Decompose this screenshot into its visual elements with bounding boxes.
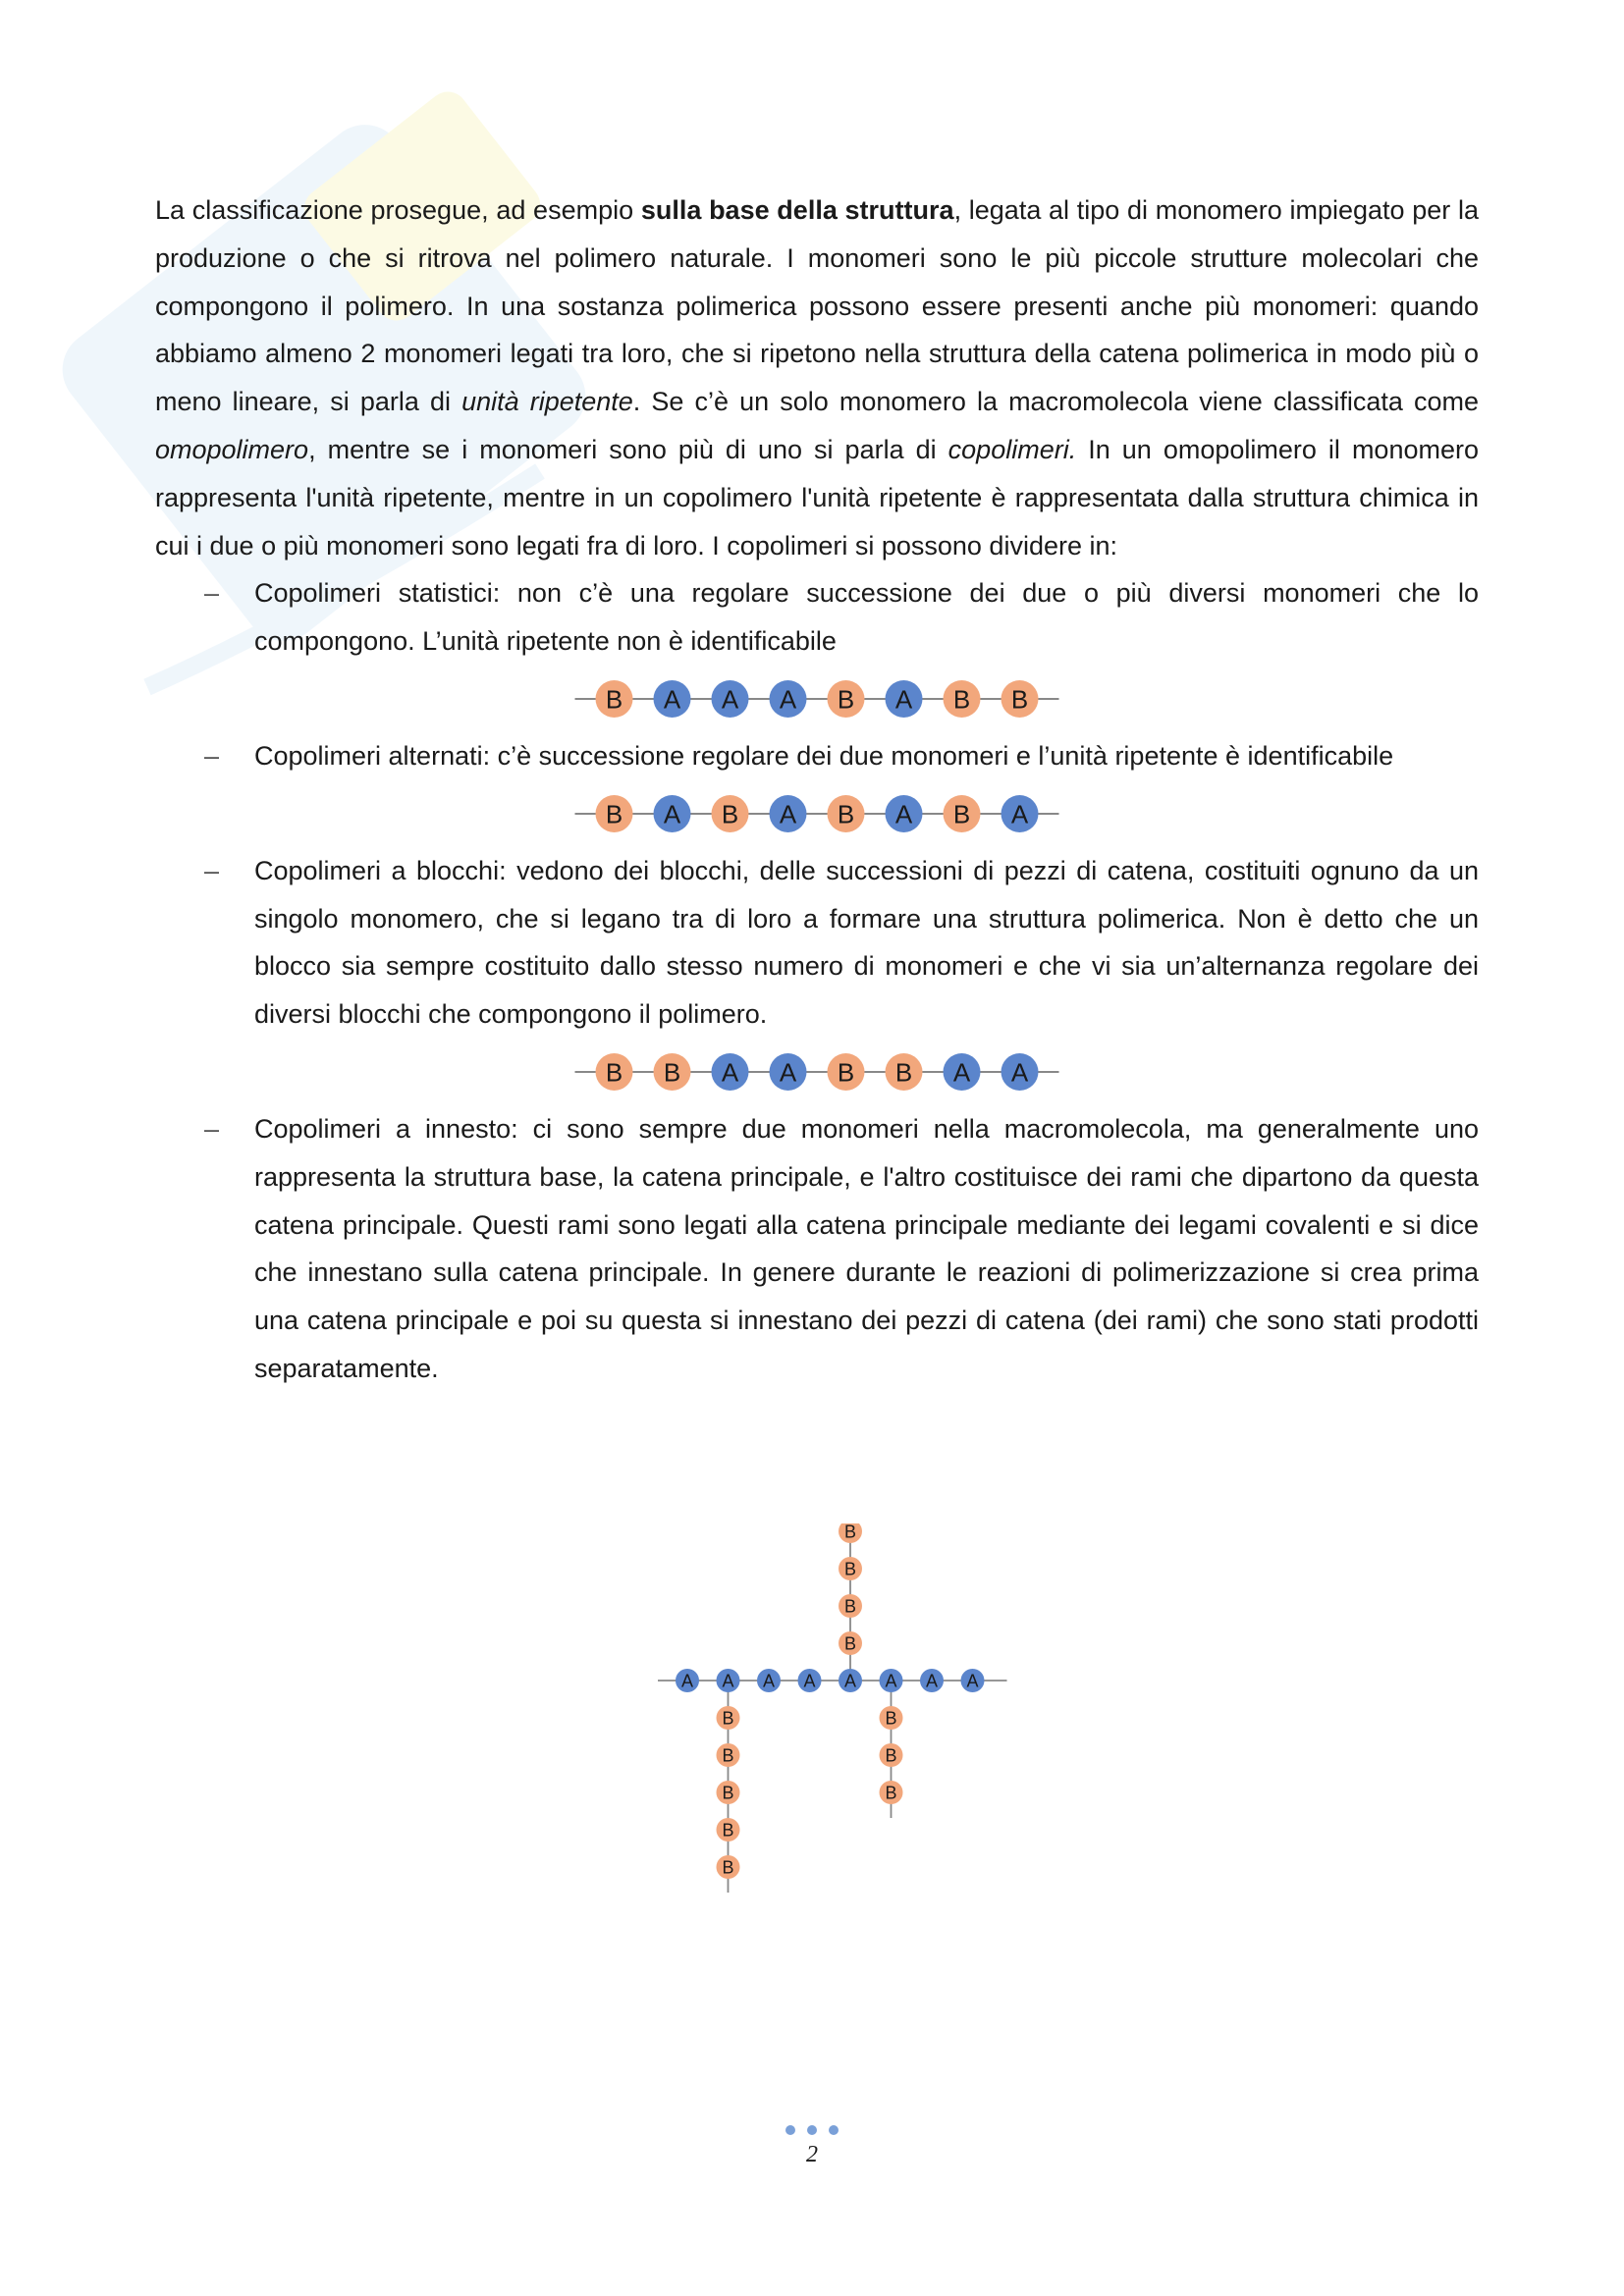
list-item-block — [155, 847, 1479, 1039]
monomer-label: B — [885, 1745, 897, 1766]
monomer-b — [596, 1053, 633, 1091]
monomer-a — [770, 795, 807, 832]
monomer-label: A — [925, 1671, 939, 1691]
copolymer-list — [155, 569, 1479, 1392]
monomer-a — [770, 1053, 807, 1091]
monomer-label: A — [722, 1671, 734, 1691]
monomer-label: B — [605, 684, 623, 715]
list-item-text: Copolimeri a blocchi: vedono dei blocchi, delle successioni di pezzi di catena, costituiti ognuno da un singolo monomero, che si legano tra di loro a formare una struttura polimerica. Non è detto che un blocco sia sempre costituito dallo stesso numero di monomeri e che vi sia un’alternanza regolare dei diversi blocchi che compongono il polimero. — [254, 855, 1479, 1030]
monomer-label: B — [843, 1523, 857, 1542]
monomer-label: B — [837, 799, 855, 829]
monomer-b — [654, 1053, 691, 1091]
monomer-b — [596, 680, 633, 718]
monomer-b — [596, 795, 633, 832]
branch-monomer-b — [880, 1781, 903, 1804]
monomer-label: A — [1010, 799, 1029, 829]
italic-term: omopolimero — [155, 434, 309, 464]
branch-monomer-b — [717, 1781, 740, 1804]
monomer-label: B — [605, 799, 623, 829]
page-content — [155, 187, 1479, 1393]
backbone-monomer-a — [880, 1669, 903, 1692]
monomer-label: A — [721, 684, 739, 715]
text-run: In un omopolimero il monomero rappresenta l'unità ripetente, mentre in un copolimero l'unità ripetente è rappresentata dalla struttura chimica in cui i due o più monomeri sono legati fra di loro. I copolimeri si possono dividere in: — [155, 434, 1479, 561]
chain-row — [155, 780, 1479, 847]
monomer-b — [828, 680, 865, 718]
monomer-label: A — [803, 1671, 816, 1691]
monomer-a — [654, 795, 691, 832]
monomer-a — [944, 1053, 981, 1091]
italic-term: copolimeri. — [947, 434, 1077, 464]
branch-monomer-b — [717, 1706, 740, 1730]
page-footer — [0, 2122, 1624, 2168]
monomer-label: A — [966, 1671, 979, 1691]
list-item-text: Copolimeri alternati: c’è successione regolare dei due monomeri e l’unità ripetente è identificabile — [254, 740, 1394, 771]
monomer-label: B — [894, 1057, 913, 1088]
branch-monomer-b — [717, 1818, 740, 1842]
monomer-label: B — [663, 1057, 681, 1088]
monomer-a — [654, 680, 691, 718]
monomer-b — [886, 1053, 923, 1091]
monomer-label: A — [779, 799, 797, 829]
chain-row — [155, 666, 1479, 732]
monomer-label: A — [843, 1671, 857, 1691]
monomer-label: B — [722, 1820, 734, 1841]
list-item-statistical — [155, 569, 1479, 666]
dash-bullet: – — [204, 855, 220, 885]
monomer-label: A — [680, 1671, 694, 1691]
branch-monomer-b — [880, 1743, 903, 1767]
dash-bullet: – — [204, 740, 220, 771]
monomer-label: B — [843, 1559, 857, 1579]
monomer-label: B — [843, 1633, 857, 1654]
monomer-a — [712, 1053, 749, 1091]
branch-monomer-b — [880, 1706, 903, 1730]
monomer-a — [886, 680, 923, 718]
list-item-alternating — [155, 732, 1479, 780]
monomer-label: B — [721, 799, 739, 829]
monomer-label: B — [952, 799, 971, 829]
italic-term: unità ripetente — [461, 387, 633, 417]
footer-dots-icon — [0, 2122, 1624, 2140]
monomer-a — [1001, 1053, 1039, 1091]
monomer-a — [712, 680, 749, 718]
branch-monomer-b — [839, 1523, 862, 1543]
monomer-label: A — [885, 1671, 897, 1691]
backbone-monomer-a — [839, 1669, 862, 1692]
monomer-label: B — [885, 1708, 897, 1729]
monomer-label: B — [722, 1783, 734, 1803]
monomer-label: A — [894, 799, 913, 829]
graft-diagram-wrap — [648, 1523, 1021, 1941]
monomer-b — [712, 795, 749, 832]
backbone-monomer-a — [920, 1669, 944, 1692]
branch-monomer-b — [839, 1631, 862, 1655]
text-run: , legata al tipo di monomero impiegato per la produzione o che si ritrova nel polimero naturale. I monomeri sono le più piccole strutture molecolari che compongono il polimero. In una sostanza polimerica possono essere presenti anche più monomeri: quando abbiamo almeno 2 monomeri legati tra loro, che si ripetono nella struttura della catena polimerica in modo più o meno lineare, si parla di — [155, 195, 1480, 417]
monomer-b — [1001, 680, 1039, 718]
backbone-monomer-a — [798, 1669, 822, 1692]
alternating-chain-diagram — [562, 780, 1072, 847]
backbone-monomer-a — [717, 1669, 740, 1692]
backbone-monomer-a — [757, 1669, 781, 1692]
monomer-label: A — [779, 1057, 797, 1088]
monomer-label: A — [762, 1671, 776, 1691]
text-run: La classificazione prosegue, ad esempio — [155, 195, 641, 225]
text-run: . Se c’è un solo monomero la macromolecola viene classificata come — [632, 387, 1480, 417]
branch-monomer-b — [839, 1557, 862, 1580]
monomer-b — [828, 795, 865, 832]
monomer-label: A — [721, 1057, 739, 1088]
bold-term: sulla base della struttura — [640, 195, 954, 225]
monomer-label: A — [952, 1057, 971, 1088]
branch-monomer-b — [717, 1855, 740, 1879]
monomer-b — [828, 1053, 865, 1091]
list-item-graft — [155, 1105, 1479, 1393]
monomer-label: A — [894, 684, 913, 715]
monomer-b — [944, 795, 981, 832]
branch-monomer-b — [839, 1594, 862, 1618]
monomer-label: B — [885, 1783, 897, 1803]
monomer-label: A — [663, 684, 681, 715]
monomer-label: B — [1010, 684, 1029, 715]
chain-row — [155, 1039, 1479, 1105]
monomer-label: A — [663, 799, 681, 829]
statistical-chain-diagram — [562, 666, 1072, 732]
graft-copolymer-diagram — [648, 1523, 1021, 1936]
backbone-monomer-a — [961, 1669, 985, 1692]
monomer-label: B — [843, 1596, 857, 1617]
dash-bullet: – — [204, 1113, 220, 1144]
text-run: , mentre se i monomeri sono più di uno si parla di — [308, 434, 948, 464]
list-item-text: Copolimeri a innesto: ci sono sempre due monomeri nella macromolecola, ma generalmente uno rappresenta la struttura base, la catena principale, e l'altro costituisce dei rami che dipartono da questa catena principale. Questi rami sono legati alla catena principale mediante dei legami covalenti e si dice che innestano sulla catena principale. In genere durante le reazioni di polimerizzazione si crea prima una catena principale e poi su questa si innestano dei pezzi di catena (dei rami) che sono stati prodotti separatamente. — [254, 1113, 1479, 1383]
monomer-label: B — [952, 684, 971, 715]
list-item-text: Copolimeri statistici: non c’è una regolare successione dei due o più diversi monomeri che lo compongono. L’unità ripetente non è identificabile — [254, 578, 1479, 657]
branch-monomer-b — [717, 1743, 740, 1767]
monomer-b — [944, 680, 981, 718]
monomer-label: B — [722, 1708, 734, 1729]
block-chain-diagram — [562, 1039, 1072, 1105]
monomer-a — [1001, 795, 1039, 832]
page-number: 2 — [806, 2142, 818, 2167]
monomer-label: B — [605, 1057, 623, 1088]
monomer-label: B — [837, 1057, 855, 1088]
monomer-a — [770, 680, 807, 718]
monomer-label: B — [837, 684, 855, 715]
monomer-label: A — [1010, 1057, 1029, 1088]
monomer-label: B — [722, 1745, 734, 1766]
monomer-label: B — [722, 1857, 734, 1878]
monomer-a — [886, 795, 923, 832]
backbone-monomer-a — [676, 1669, 699, 1692]
monomer-label: A — [779, 684, 797, 715]
intro-paragraph — [155, 187, 1479, 569]
dash-bullet: – — [204, 578, 220, 609]
